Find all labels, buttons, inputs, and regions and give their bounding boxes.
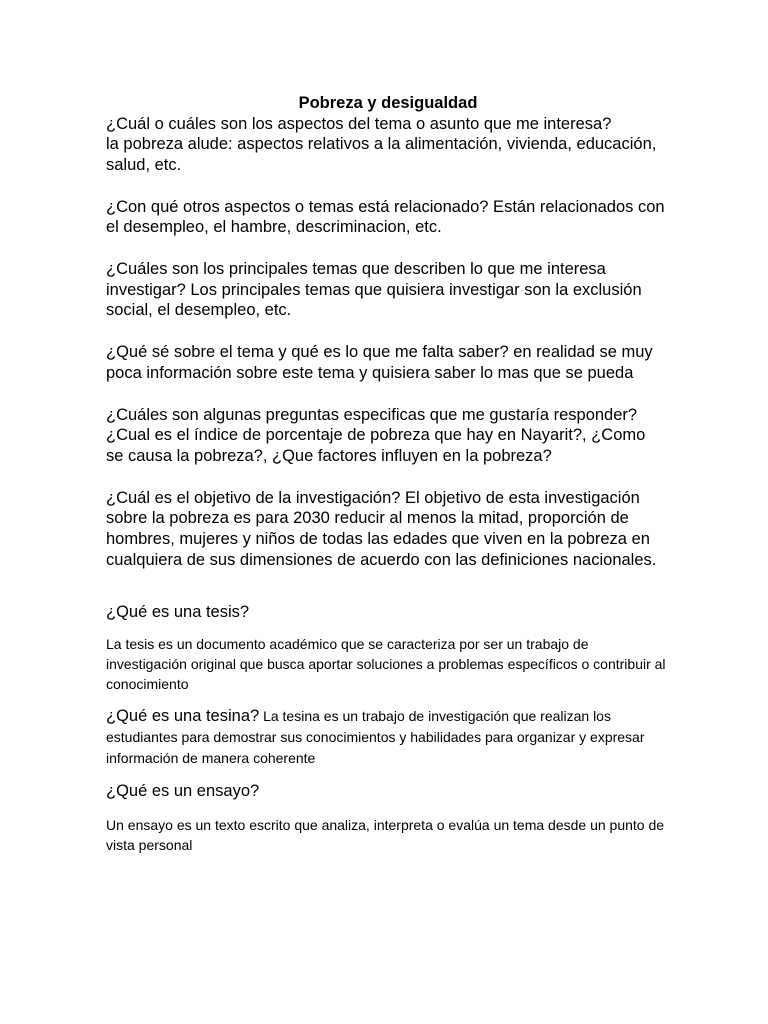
document-body (106, 93, 666, 855)
paragraph-related-topics: ¿Con qué otros aspectos o temas está relacionado? Están relacionados con el desempleo, el hambre, descriminacion, etc. (106, 197, 665, 237)
tesis-answer: La tesis es un documento académico que se caracteriza por ser un trabajo de investigación original que busca aportar soluciones a problemas específicos o contribuir al conocimiento (106, 636, 666, 693)
paragraph-known-unknown: ¿Qué sé sobre el tema y qué es lo que me falta saber? en realidad se muy poca información sobre este tema y quisiera saber lo mas que se pueda (106, 343, 653, 382)
document-title: Pobreza y desigualdad (298, 94, 478, 112)
tesis-question: ¿Qué es una tesis? (106, 603, 250, 622)
tesina-block (106, 706, 666, 769)
paragraph-main-topics: ¿Cuáles son los principales temas que describen lo que me interesa investigar? Los principales temas que quisiera investigar son la exclusión social, el desempleo, etc. (106, 260, 642, 320)
intro-answer: la pobreza alude: aspectos relativos a la alimentación, vivienda, educación, salud, etc. (106, 135, 657, 174)
intro-question: ¿Cuál o cuáles son los aspectos del tema o asunto que me interesa? (106, 114, 612, 133)
tesina-question: ¿Qué es una tesina? (106, 707, 260, 726)
tesina-answer: La tesina es un trabajo de investigación que realizan los estudiantes para demostrar sus conocimientos y habilidades para organizar y expresar información de manera coherente (106, 708, 645, 767)
paragraph-specific-questions: ¿Cuáles son algunas preguntas especificas que me gustaría responder? ¿Cual es el índice de porcentaje de pobreza que hay en Nayarit?, ¿Como se causa la pobreza?, ¿Que factores influyen en la pobreza? (106, 405, 646, 465)
ensayo-answer: Un ensayo es un texto escrito que analiza, interpreta o evalúa un tema desde un punto de vista personal (106, 817, 665, 854)
ensayo-question: ¿Qué es un ensayo? (106, 782, 260, 801)
intro-paragraph (106, 114, 666, 176)
paragraph-objective: ¿Cuál es el objetivo de la investigación? El objetivo de esta investigación sobre la pobreza es para 2030 reducir al menos la mitad, proporción de hombres, mujeres y niños de todas las edades que viven en la pobreza en cualquiera de sus dimensiones de acuerdo con las definiciones nacionales. (106, 488, 657, 569)
